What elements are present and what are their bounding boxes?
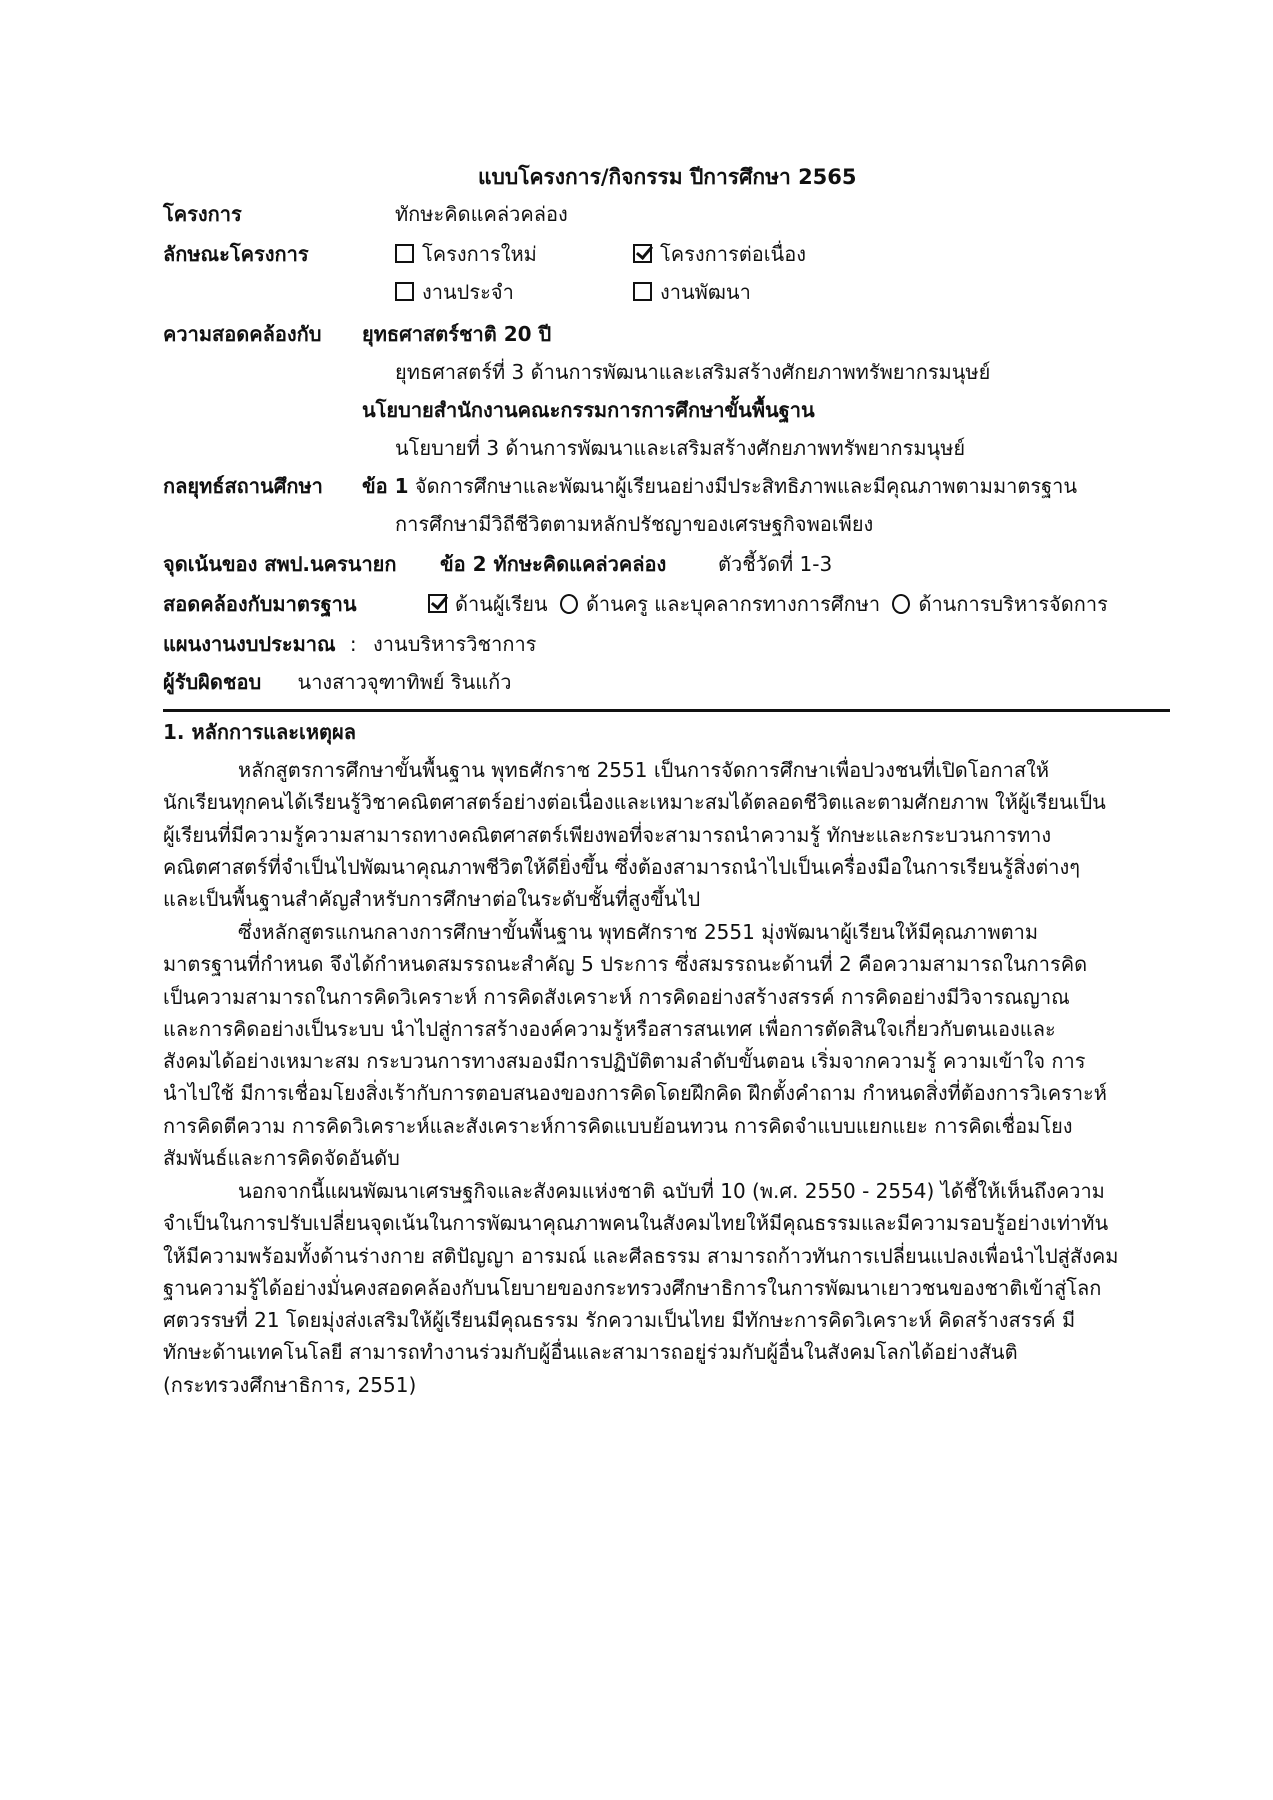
standard-management: ด้านการบริหารจัดการ <box>918 592 1108 616</box>
obec-policy: นโยบายสำนักงานคณะกรรมการการศึกษาขั้นพื้นฐาน <box>362 398 815 422</box>
paragraph-line: เป็นความสามารถในการคิดวิเคราะห์ การคิดสังเคราะห์ การคิดอย่างสร้างสรรค์ การคิดอย่างมีวิจารณญาณ <box>163 984 1070 1009</box>
paragraph-line: สังคมได้อย่างเหมาะสม กระบวนการทางสมองมีการปฏิบัติตามลำดับขั้นตอน เริ่มจากความรู้ ความเข้าใจ การ <box>163 1049 1086 1074</box>
focus-label: จุดเน้นของ สพป.นครนายก <box>163 552 397 576</box>
paragraph-line: และเป็นพื้นฐานสำคัญสำหรับการศึกษาต่อในระดับชั้นที่สูงขึ้นไป <box>163 887 701 912</box>
checkbox-checked-icon[interactable] <box>428 594 447 613</box>
paragraph-2 <box>163 916 1173 1174</box>
focus-item: ข้อ 2 ทักษะคิดแคล่วคล่อง <box>440 552 667 576</box>
document-title: แบบโครงการ/กิจกรรม ปีการศึกษา 2565 <box>478 165 857 189</box>
paragraph-line: นำไปใช้ มีการเชื่อมโยงสิ่งเร้ากับการตอบสนองของการคิดโดยฝึกคิด ฝึกตั้งคำถาม กำหนดสิ่งที่ต้องการวิเคราะห์ <box>163 1081 1107 1106</box>
strategy-item: ยุทธศาสตร์ที่ 3 ด้านการพัฒนาและเสริมสร้างศักยภาพทรัพยากรมนุษย์ <box>395 360 991 384</box>
responsible-label: ผู้รับผิดชอบ <box>163 670 262 694</box>
project-label: โครงการ <box>163 202 242 226</box>
checkbox-unchecked-icon[interactable] <box>633 282 652 301</box>
responsible-name: นางสาวจุฑาทิพย์ รินแก้ว <box>297 670 512 694</box>
paragraph-line: ให้มีความพร้อมทั้งด้านร่างกาย สติปัญญา อารมณ์ และศีลธรรม สามารถก้าวทันการเปลี่ยนแปลงเพื่อนำไปสู่สังคม <box>163 1243 1119 1268</box>
option-development-work[interactable] <box>633 278 751 306</box>
paragraph-line: การคิดตีความ การคิดวิเคราะห์และสังเคราะห์การคิดแบบย้อนทวน การคิดจำแบบแยกแยะ การคิดเชื่อมโยง <box>163 1113 1073 1138</box>
policy-item: นโยบายที่ 3 ด้านการพัฒนาและเสริมสร้างศักยภาพทรัพยากรมนุษย์ <box>395 436 966 460</box>
checkbox-unchecked-icon[interactable] <box>395 282 414 301</box>
paragraph-line: ศตวรรษที่ 21 โดยมุ่งส่งเสริมให้ผู้เรียนมีคุณธรรม รักความเป็นไทย มีทักษะการคิดวิเคราะห์ คิดสร้างสรรค์ มี <box>163 1308 1076 1333</box>
paragraph-line: คณิตศาสตร์ที่จำเป็นไปพัฒนาคุณภาพชีวิตให้ดียิ่งขึ้น ซึ่งต้องสามารถนำไปเป็นเครื่องมือในการเรียนรู้สิ่งต่างๆ <box>163 854 1081 879</box>
national-strategy: ยุทธศาสตร์ชาติ 20 ปี <box>362 322 552 346</box>
focus-indicator: ตัวชี้วัดที่ 1-3 <box>718 552 833 576</box>
paragraph-line: ซึ่งหลักสูตรแกนกลางการศึกษาขั้นพื้นฐาน พุทธศักราช 2551 มุ่งพัฒนาผู้เรียนให้มีคุณภาพตาม <box>238 920 1039 944</box>
paragraph-1 <box>163 754 1173 915</box>
paragraph-line: จำเป็นในการปรับเปลี่ยนจุดเน้นในการพัฒนาคุณภาพคนในสังคมไทยให้มีคุณธรรมและมีความรอบรู้อย่างเท่าทัน <box>163 1211 1109 1236</box>
strategy-item-number: ข้อ 1 <box>362 474 409 498</box>
option-continuing-project[interactable] <box>633 240 806 268</box>
budget-plan-label: แผนงานงบประมาณ <box>163 632 336 656</box>
paragraph-line: มาตรฐานที่กำหนด จึงได้กำหนดสมรรถนะสำคัญ 5 ประการ ซึ่งสมรรถนะด้านที่ 2 คือความสามารถในการคิด <box>163 952 1088 977</box>
paragraph-line: หลักสูตรการศึกษาขั้นพื้นฐาน พุทธศักราช 2551 เป็นการจัดการศึกษาเพื่อปวงชนที่เปิดโอกาสให้ <box>238 758 1050 782</box>
paragraph-3 <box>163 1175 1173 1401</box>
radio-unchecked-icon[interactable] <box>560 594 578 614</box>
budget-plan-value: งานบริหารวิชาการ <box>373 632 537 656</box>
standards-label: สอดคล้องกับมาตรฐาน <box>163 592 357 616</box>
project-name: ทักษะคิดแคล่วคล่อง <box>395 202 568 226</box>
paragraph-line: (กระทรวงศึกษาธิการ, 2551) <box>163 1372 417 1397</box>
paragraph-line: ผู้เรียนที่มีความรู้ความสามารถทางคณิตศาสตร์เพียงพอที่จะสามารถนำความรู้ ทักษะและกระบวนการทาง <box>163 822 1052 847</box>
section-divider <box>163 709 1170 712</box>
option-label: โครงการต่อเนื่อง <box>660 242 806 266</box>
checkbox-checked-icon[interactable] <box>633 244 652 263</box>
project-type-label: ลักษณะโครงการ <box>163 242 309 266</box>
paragraph-line: ทักษะด้านเทคโนโลยี สามารถทำงานร่วมกับผู้อื่นและสามารถอยู่ร่วมกับผู้อื่นในสังคมโลกได้อย่างสันติ <box>163 1340 1018 1365</box>
strategy-line-1: จัดการศึกษาและพัฒนาผู้เรียนอย่างมีประสิทธิภาพและมีคุณภาพตามมาตรฐาน <box>414 474 1078 498</box>
standard-teacher: ด้านครู และบุคลากรทางการศึกษา <box>585 592 881 616</box>
option-label: งานประจำ <box>422 280 514 304</box>
paragraph-line: นักเรียนทุกคนได้เรียนรู้วิชาคณิตศาสตร์อย่างต่อเนื่องและเหมาะสมได้ตลอดชีวิตและตามศักยภาพ ให้ผู้เรียนเป็น <box>163 790 1106 815</box>
school-strategy-label: กลยุทธ์สถานศึกษา <box>163 474 323 498</box>
option-routine-work[interactable] <box>395 278 514 306</box>
section-heading: 1. หลักการและเหตุผล <box>163 720 356 744</box>
paragraph-line: นอกจากนี้แผนพัฒนาเศรษฐกิจและสังคมแห่งชาติ ฉบับที่ 10 (พ.ศ. 2550 - 2554) ได้ชี้ให้เห็นถึงความ <box>238 1179 1105 1203</box>
responsible-row <box>163 668 512 696</box>
alignment-label: ความสอดคล้องกับ <box>163 322 322 346</box>
paragraph-line: ฐานความรู้ได้อย่างมั่นคงสอดคล้องกับนโยบายของกระทรวงศึกษาธิการในการพัฒนาเยาวชนของชาติเข้าสู่โลก <box>163 1275 1102 1300</box>
paragraph-line: สัมพันธ์และการคิดจัดอันดับ <box>163 1146 400 1171</box>
checkbox-unchecked-icon[interactable] <box>395 244 414 263</box>
standards-options <box>428 590 1108 618</box>
standard-learner: ด้านผู้เรียน <box>455 592 548 616</box>
option-label: งานพัฒนา <box>660 280 751 304</box>
budget-plan-row <box>163 630 536 658</box>
option-label: โครงการใหม่ <box>422 242 537 266</box>
school-strategy-item <box>362 472 1077 500</box>
option-new-project[interactable] <box>395 240 537 268</box>
budget-plan-separator: : <box>349 632 357 656</box>
radio-unchecked-icon[interactable] <box>892 594 910 614</box>
paragraph-line: และการคิดอย่างเป็นระบบ นำไปสู่การสร้างองค์ความรู้หรือสารสนเทศ เพื่อการตัดสินใจเกี่ยวกับตนเองและ <box>163 1016 1056 1041</box>
strategy-line-2: การศึกษามีวิถีชีวิตตามหลักปรัชญาของเศรษฐกิจพอเพียง <box>395 512 874 536</box>
